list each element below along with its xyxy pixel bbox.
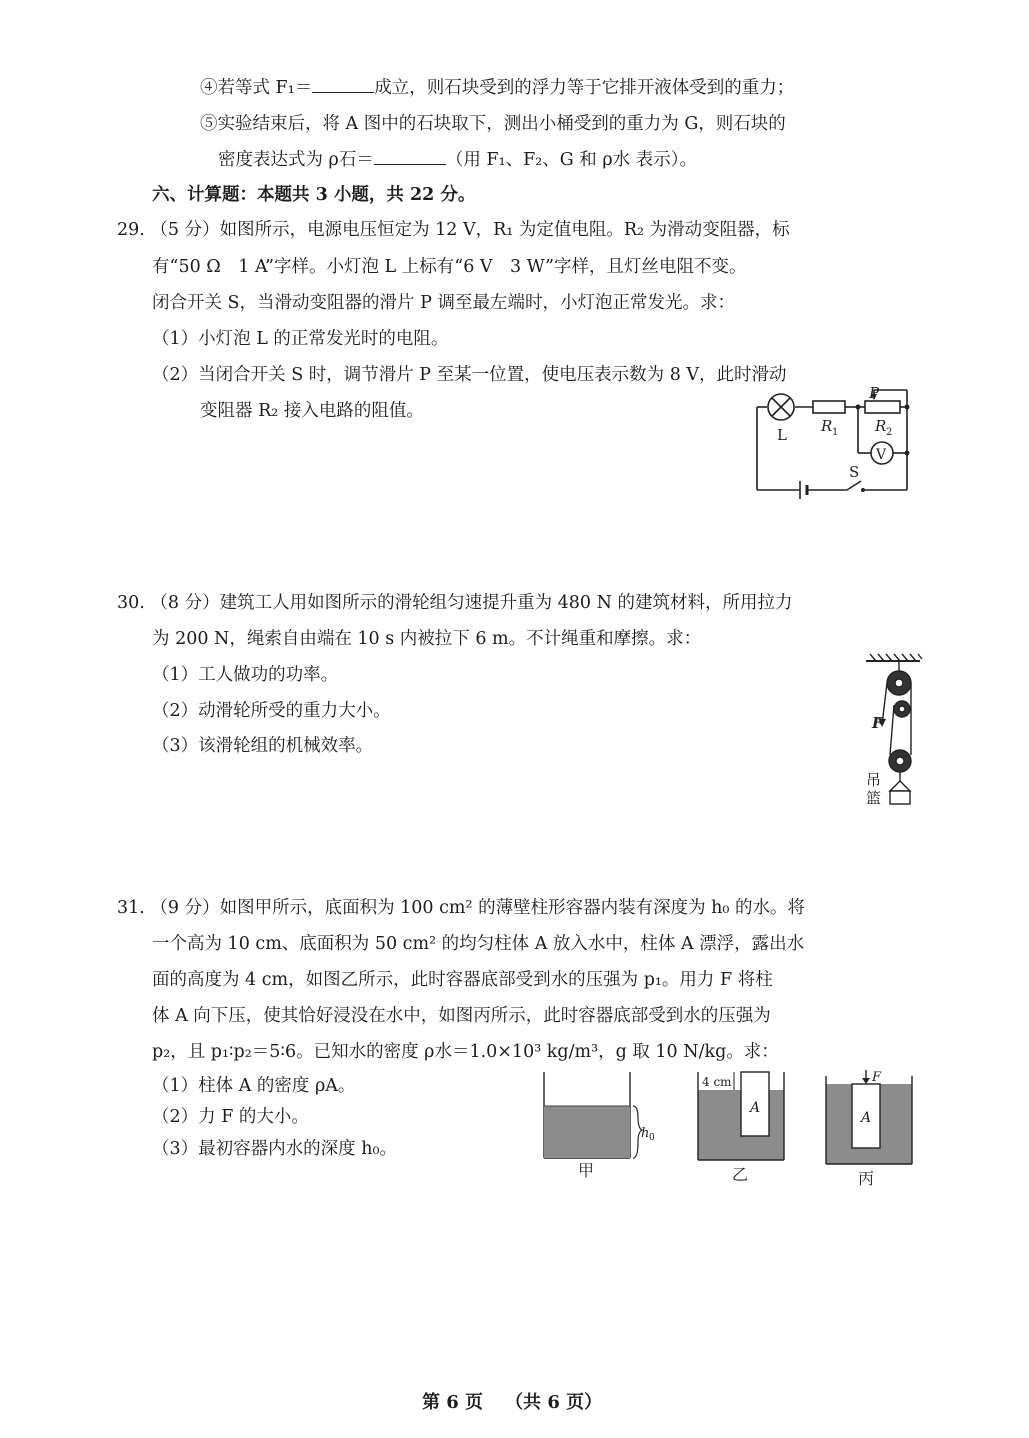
slider-label: P <box>869 385 880 402</box>
q31-line5: p₂，且 p₁∶p₂＝5∶6。已知水的密度 ρ水＝1.0×10³ kg/m³，g 取 10 N/kg。求： <box>152 1042 779 1062</box>
r2-label: R <box>875 417 887 435</box>
q30-line1: 30. （8 分）建筑工人用如图所示的滑轮组匀速提升重为 480 N 的建筑材料，所用拉力 <box>117 593 793 613</box>
page-footer <box>422 1391 602 1415</box>
q31-line1: 31. （9 分）如图甲所示，底面积为 100 cm² 的薄壁柱形容器内装有深度为 h₀ 的水。将 <box>117 898 806 918</box>
q29-sub1: （1）小灯泡 L 的正常发光时的电阻。 <box>152 329 449 349</box>
section-heading: 六、计算题：本题共 3 小题，共 22 分。 <box>152 185 476 205</box>
answer-blank <box>374 148 446 165</box>
q30-sub3: （3）该滑轮组的机械效率。 <box>152 736 374 756</box>
q28-item5-density-post: （用 F₁、F₂、G 和 ρ水 表示）。 <box>445 150 697 170</box>
q29-line2: 有“50 Ω 1 A”字样。小灯泡 L 上标有“6 V 3 W”字样，且灯丝电阻不变。 <box>152 257 747 277</box>
pulley-diagram <box>862 653 924 811</box>
fig-jia-label: 甲 <box>578 1161 595 1180</box>
fig-bing-label: 丙 <box>858 1169 875 1188</box>
force-f-label: F <box>872 1070 882 1085</box>
q29-sub2-line2: 变阻器 R₂ 接入电路的阻值。 <box>200 401 424 421</box>
h0-sub: 0 <box>649 1133 655 1143</box>
q31-line4: 体 A 向下压，使其恰好浸没在水中，如图丙所示，此时容器底部受到水的压强为 <box>152 1006 771 1026</box>
q28-item5-density-pre: 密度表达式为 ρ石＝ <box>218 150 374 170</box>
h0-label: h <box>641 1126 650 1141</box>
q31-line2: 一个高为 10 cm、底面积为 50 cm² 的均匀柱体 A 放入水中，柱体 A 漂浮，露出水 <box>152 934 805 954</box>
q30-sub2: （2）动滑轮所受的重力大小。 <box>152 701 391 721</box>
answer-blank <box>312 76 374 93</box>
q28-item5-line1: ⑤实验结束后，将 A 图中的石块取下，测出小桶受到的重力为 G，则石块的 <box>200 114 786 134</box>
q28-item4 <box>200 76 794 100</box>
lamp-label: L <box>777 426 787 444</box>
q29-sub2-line1: （2）当闭合开关 S 时，调节滑片 P 至某一位置，使电压表示数为 8 V，此时滑动 <box>152 365 787 385</box>
q31-line3: 面的高度为 4 cm，如图乙所示，此时容器底部受到水的压强为 p₁。用力 F 将柱 <box>152 970 773 990</box>
q31-sub2: （2）力 F 的大小。 <box>152 1107 309 1127</box>
q28-item4-pre: ④若等式 F₁＝ <box>200 78 313 98</box>
page-number: 第 6 页 <box>422 1392 484 1413</box>
q28-item4-post: 成立，则石块受到的浮力等于它排开液体受到的重力； <box>374 78 795 98</box>
force-label: F <box>872 714 883 732</box>
r1-label: R <box>821 417 833 435</box>
r1-sub: 1 <box>832 427 839 438</box>
block-a-yi-label: A <box>750 1100 761 1116</box>
r2-sub: 2 <box>886 427 893 438</box>
fig-yi-label: 乙 <box>732 1165 749 1184</box>
voltmeter-label: V <box>876 447 887 463</box>
height-4cm-label: 4 cm <box>702 1075 732 1089</box>
circuit-diagram <box>745 385 920 500</box>
switch-label: S <box>849 463 860 481</box>
containers-diagram <box>536 1066 916 1196</box>
q28-item5-line2 <box>218 148 697 172</box>
q31-sub3: （3）最初容器内水的深度 h₀。 <box>152 1139 397 1159</box>
q29-line1: 29. （5 分）如图所示，电源电压恒定为 12 V，R₁ 为定值电阻。R₂ 为滑动变阻器，标 <box>117 220 790 240</box>
basket-label-2: 篮 <box>866 789 882 807</box>
q29-line3: 闭合开关 S，当滑动变阻器的滑片 P 调至最左端时，小灯泡正常发光。求： <box>152 293 735 313</box>
page-total: （共 6 页） <box>505 1392 603 1413</box>
basket-label-1: 吊 <box>866 771 882 789</box>
q30-sub1: （1）工人做功的功率。 <box>152 665 339 685</box>
block-a-bing-label: A <box>861 1110 872 1126</box>
q30-line2: 为 200 N，绳索自由端在 10 s 内被拉下 6 m。不计绳重和摩擦。求： <box>152 629 702 649</box>
q31-sub1: （1）柱体 A 的密度 ρA。 <box>152 1076 356 1096</box>
